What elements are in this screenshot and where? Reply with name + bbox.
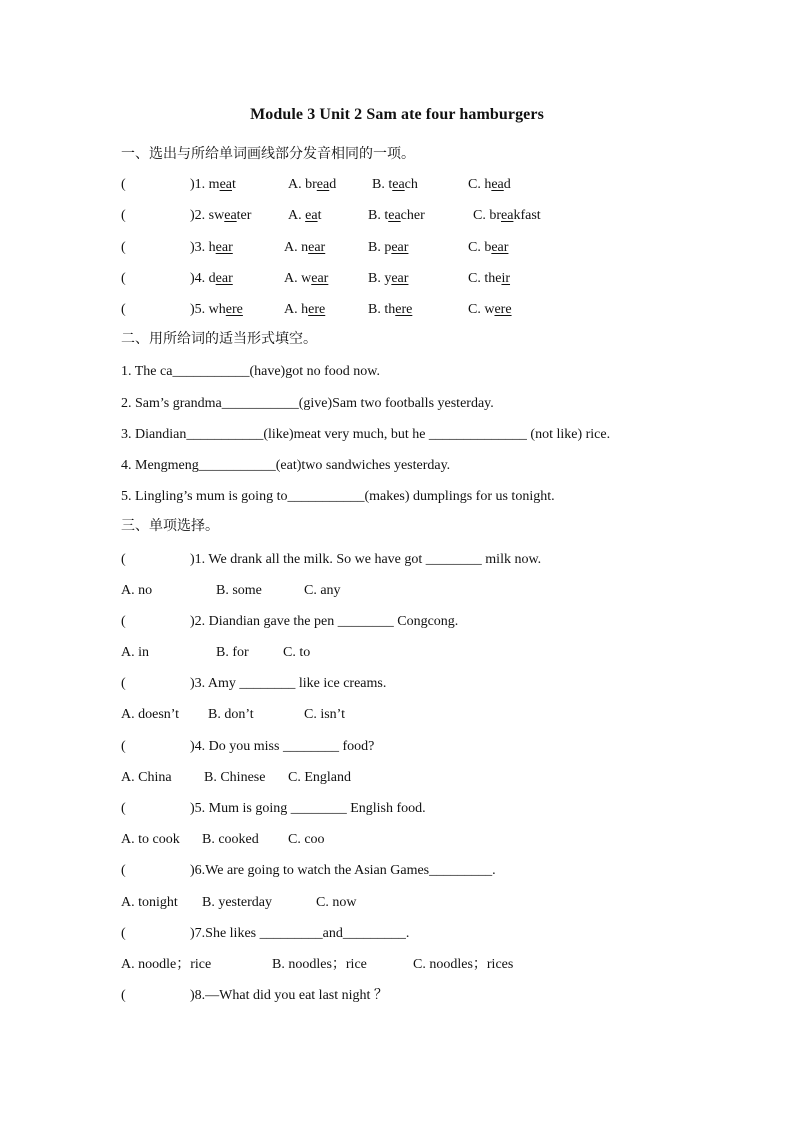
underlined-sound: ea: [392, 177, 405, 192]
phonics-option-c: [468, 176, 511, 194]
word-part: )1. m: [190, 177, 220, 192]
underlined-sound: ear: [308, 240, 326, 255]
option-c[interactable]: C. any: [304, 583, 341, 598]
choice-options-3: [121, 706, 681, 724]
word-part: ter: [236, 208, 252, 223]
fill-blank-item-4: 4. Mengmeng___________(eat)two sandwiches yesterday.: [121, 458, 451, 473]
option-a[interactable]: A. China: [121, 770, 172, 785]
underlined-sound: ere: [308, 302, 326, 317]
underlined-sound: ear: [391, 240, 409, 255]
word-part: t: [232, 177, 236, 192]
option-c[interactable]: C. England: [288, 770, 351, 785]
option-c[interactable]: C. to: [283, 645, 311, 660]
option-c[interactable]: C. now: [316, 895, 357, 910]
phonics-item-4: [121, 270, 681, 288]
phonics-option-b: [372, 176, 418, 194]
option-b[interactable]: B. some: [216, 583, 262, 598]
word-part: kfast: [513, 208, 541, 223]
fill-blank-item-5: 5. Lingling’s mum is going to___________(makes) dumplings for us tonight.: [121, 489, 555, 504]
word-part: A. n: [284, 240, 309, 255]
option-a[interactable]: A. to cook: [121, 832, 180, 847]
word-part: B. p: [368, 240, 392, 255]
option-a[interactable]: A. tonight: [121, 895, 178, 910]
word-part: d: [329, 177, 337, 192]
word-part: C. the: [468, 271, 502, 286]
phonics-option-a: [284, 301, 325, 319]
underlined-sound: ear: [215, 240, 233, 255]
word-part: C. b: [468, 240, 492, 255]
word-part: A. br: [288, 177, 317, 192]
option-a[interactable]: A. in: [121, 645, 149, 660]
option-b[interactable]: B. cooked: [202, 832, 259, 847]
fill-blank-item-3: 3. Diandian___________(like)meat very much, but he ______________ (not like) rice.: [121, 427, 611, 442]
underlined-sound: ea: [316, 177, 330, 192]
phonics-option-b: [368, 207, 425, 225]
phonics-option-c: [468, 239, 508, 257]
answer-paren[interactable]: (: [121, 676, 126, 691]
phonics-word: [190, 176, 236, 194]
phonics-option-b: [368, 239, 408, 257]
answer-paren[interactable]: (: [121, 240, 126, 255]
answer-paren[interactable]: (: [121, 926, 126, 941]
phonics-option-c: [473, 207, 541, 225]
word-part: A. h: [284, 302, 309, 317]
phonics-option-a: [288, 176, 336, 194]
answer-paren[interactable]: (: [121, 271, 126, 286]
phonics-option-b: [368, 270, 408, 288]
phonics-word: [190, 270, 233, 288]
choice-question-3: [121, 675, 681, 693]
choice-question-4: [121, 738, 681, 756]
word-part: )2. sw: [190, 208, 225, 223]
underlined-sound: ea: [224, 208, 237, 223]
answer-paren[interactable]: (: [121, 208, 126, 223]
question-text: )7.She likes _________and_________.: [190, 926, 410, 941]
underlined-sound: ea: [219, 177, 232, 192]
word-part: A. w: [284, 271, 312, 286]
answer-paren[interactable]: (: [121, 302, 126, 317]
phonics-item-1: [121, 176, 681, 194]
option-a[interactable]: A. doesn’t: [121, 707, 180, 722]
phonics-option-c: [468, 270, 510, 288]
underlined-sound: ear: [391, 271, 409, 286]
answer-paren[interactable]: (: [121, 988, 126, 1003]
option-b[interactable]: B. for: [216, 645, 249, 660]
choice-question-7: [121, 925, 681, 943]
question-text: )4. Do you miss ________ food?: [190, 739, 375, 754]
underlined-sound: ear: [311, 271, 329, 286]
question-text: )5. Mum is going ________ English food.: [190, 801, 426, 816]
choice-question-6: [121, 862, 681, 880]
word-part: d: [503, 177, 511, 192]
word-part: C. h: [468, 177, 492, 192]
word-part: B. t: [372, 177, 393, 192]
option-b[interactable]: B. noodles；rice: [272, 957, 367, 972]
underlined-sound: ear: [491, 240, 509, 255]
word-part: )5. wh: [190, 302, 226, 317]
option-c[interactable]: C. noodles；rices: [413, 957, 514, 972]
phonics-item-3: [121, 239, 681, 257]
option-c[interactable]: C. coo: [288, 832, 325, 847]
option-b[interactable]: B. don’t: [208, 707, 254, 722]
choice-question-1: [121, 551, 681, 569]
choice-options-1: [121, 582, 681, 600]
option-a[interactable]: A. noodle；rice: [121, 957, 212, 972]
answer-paren[interactable]: (: [121, 801, 126, 816]
question-text: )2. Diandian gave the pen ________ Congcong.: [190, 614, 459, 629]
underlined-sound: ea: [501, 208, 514, 223]
choice-options-4: [121, 769, 681, 787]
section1-heading: 一、选出与所给单词画线部分发音相同的一项。: [121, 146, 415, 162]
underlined-sound: ere: [225, 302, 243, 317]
word-part: B. y: [368, 271, 392, 286]
choice-options-6: [121, 894, 681, 912]
question-text: )6.We are going to watch the Asian Games_________.: [190, 863, 496, 878]
phonics-item-5: [121, 301, 681, 319]
phonics-option-b: [368, 301, 412, 319]
underlined-sound: ere: [494, 302, 512, 317]
question-text: )1. We drank all the milk. So we have got ________ milk now.: [190, 552, 542, 567]
choice-options-5: [121, 831, 681, 849]
underlined-sound: ir: [501, 271, 511, 286]
word-part: B. t: [368, 208, 389, 223]
page-title: Module 3 Unit 2 Sam ate four hamburgers: [250, 106, 544, 123]
choice-question-2: [121, 613, 681, 631]
underlined-sound: ere: [395, 302, 413, 317]
underlined-sound: ea: [491, 177, 504, 192]
answer-paren[interactable]: (: [121, 739, 126, 754]
question-text: )8.—What did you eat last night ？: [190, 988, 388, 1003]
fill-blank-item-1: 1. The ca___________(have)got no food now.: [121, 364, 380, 379]
phonics-word: [190, 301, 243, 319]
underlined-sound: ear: [215, 271, 233, 286]
question-text: )3. Amy ________ like ice creams.: [190, 676, 387, 691]
phonics-option-a: [284, 239, 325, 257]
fill-blank-item-2: 2. Sam’s grandma___________(give)Sam two footballs yesterday.: [121, 396, 494, 411]
choice-question-8: [121, 987, 681, 1005]
option-c[interactable]: C. isn’t: [304, 707, 345, 722]
choice-options-7: [121, 956, 681, 974]
answer-paren[interactable]: (: [121, 863, 126, 878]
phonics-word: [190, 239, 233, 257]
option-a[interactable]: A. no: [121, 583, 153, 598]
answer-paren[interactable]: (: [121, 552, 126, 567]
choice-question-5: [121, 800, 681, 818]
word-part: A.: [288, 208, 306, 223]
section3-heading: 三、单项选择。: [121, 518, 219, 534]
section2-heading: 二、用所给词的适当形式填空。: [121, 331, 317, 347]
phonics-option-a: [288, 207, 321, 225]
underlined-sound: ea: [388, 208, 401, 223]
answer-paren[interactable]: (: [121, 177, 126, 192]
word-part: )4. d: [190, 271, 216, 286]
word-part: )3. h: [190, 240, 216, 255]
phonics-option-c: [468, 301, 512, 319]
answer-paren[interactable]: (: [121, 614, 126, 629]
underlined-sound: ea: [305, 208, 318, 223]
word-part: ch: [404, 177, 418, 192]
word-part: C. br: [473, 208, 501, 223]
phonics-word: [190, 207, 251, 225]
word-part: t: [317, 208, 322, 223]
option-b[interactable]: B. Chinese: [204, 770, 266, 785]
word-part: B. th: [368, 302, 396, 317]
choice-options-2: [121, 644, 681, 662]
word-part: cher: [400, 208, 425, 223]
option-b[interactable]: B. yesterday: [202, 895, 272, 910]
phonics-item-2: [121, 207, 681, 225]
word-part: C. w: [468, 302, 495, 317]
phonics-option-a: [284, 270, 328, 288]
